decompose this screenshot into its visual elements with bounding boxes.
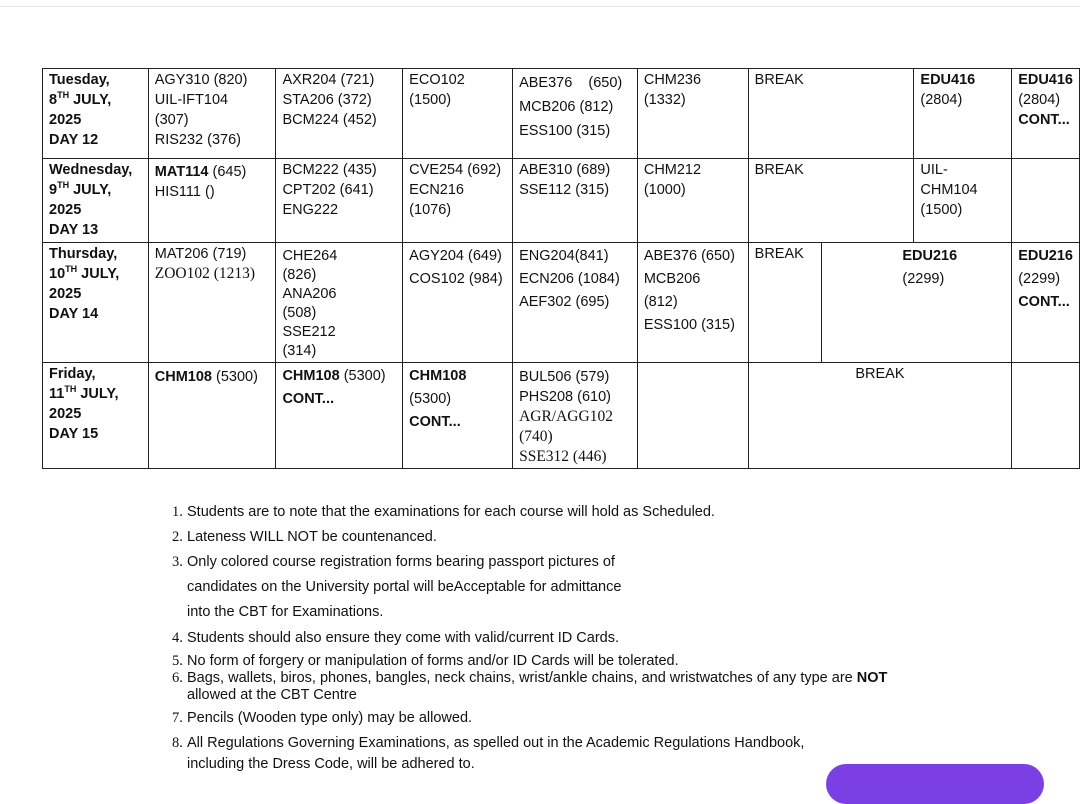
course-cell: MAT206 (719) ZOO102 (1213) [148, 243, 276, 363]
course-cell: UIL- CHM104 (1500) [914, 159, 1012, 243]
day-number: DAY 13 [49, 222, 99, 238]
date-line: 9TH JULY, [49, 180, 112, 198]
bold-course-line: CHM108 (5300) [282, 368, 386, 384]
day-cell [43, 243, 149, 363]
day-name: Friday, [49, 366, 96, 382]
course-cell: ENG204(841) ECN206 (1084) AEF302 (695) [513, 243, 638, 363]
table-row [43, 243, 1080, 363]
course-cell: CHM212 (1000) [637, 159, 748, 243]
break-cell: BREAK [748, 363, 1012, 469]
bold-course-line: MAT114 (645) [154, 164, 247, 180]
year: 2025 [49, 406, 82, 422]
day-number: DAY 12 [49, 132, 99, 148]
year: 2025 [49, 202, 82, 218]
course-cell: AGY310 (820) UIL-IFT104 (307) RIS232 (376) [148, 69, 276, 159]
floating-action-button[interactable] [826, 764, 1044, 804]
note-item: 1. Students are to note that the examinations for each course will hold as Scheduled. [172, 504, 715, 520]
course-cell: CHE264 (826) ANA206 (508) SSE212 (314) [276, 243, 403, 363]
top-divider [0, 6, 1080, 7]
note-item: 6. Bags, wallets, biros, phones, bangles, neck chains, wrist/ankle chains, and wristwatches of any type are NOT [172, 670, 888, 686]
empty-cell [1012, 363, 1080, 469]
day-name: Thursday, [49, 246, 118, 262]
empty-cell [1012, 159, 1080, 243]
year: 2025 [49, 286, 82, 302]
exam-timetable [42, 68, 1080, 469]
course-cell: CHM236 (1332) [637, 69, 748, 159]
course-cell: CHM108 (5300) CONT... [403, 363, 513, 469]
course-cell [148, 363, 276, 469]
table-row [43, 363, 1080, 469]
course-cell: AGY204 (649) COS102 (984) [403, 243, 513, 363]
day-cell [43, 159, 149, 243]
course-cell: EDU416 (2804) [914, 69, 1012, 159]
break-cell: BREAK [748, 243, 822, 363]
course-cell: ABE310 (689) SSE112 (315) [513, 159, 638, 243]
course-cell: EDU216 (2299) CONT... [1012, 243, 1080, 363]
note-item: 3. Only colored course registration forms bearing passport pictures of [172, 554, 615, 570]
empty-cell [637, 363, 748, 469]
course-cell: AXR204 (721) STA206 (372) BCM224 (452) [276, 69, 403, 159]
course-cell: CVE254 (692) ECN216 (1076) [403, 159, 513, 243]
day-number: DAY 15 [49, 426, 99, 442]
note-item: 5. No form of forgery or manipulation of forms and/or ID Cards will be tolerated. [172, 653, 679, 669]
note-continuation: into the CBT for Examinations. [187, 604, 384, 620]
table-row [43, 159, 1080, 243]
note-continuation: candidates on the University portal will beAcceptable for admittance [187, 579, 622, 595]
break-cell: BREAK [748, 159, 914, 243]
day-name: Wednesday, [49, 162, 133, 178]
course-cell: EDU216 (2299) [822, 243, 1012, 363]
table-row [43, 69, 1080, 159]
note-item: 2. Lateness WILL NOT be countenanced. [172, 529, 437, 545]
course-cell: CHM108 (5300) CONT... [276, 363, 403, 469]
course-cell: BUL506 (579) PHS208 (610) AGR/AGG102 (740) SSE312 (446) [513, 363, 638, 469]
day-number: DAY 14 [49, 306, 99, 322]
course-cell: MAT114 (645) HIS111 () [148, 159, 276, 243]
day-cell [43, 363, 149, 469]
note-continuation: including the Dress Code, will be adhered to. [187, 756, 475, 772]
day-name: Tuesday, [49, 72, 110, 88]
note-item: 7. Pencils (Wooden type only) may be allowed. [172, 710, 473, 726]
note-continuation: allowed at the CBT Centre [187, 687, 357, 703]
course-cell: EDU416 (2804) CONT... [1012, 69, 1080, 159]
day-cell [43, 69, 149, 159]
course-cell: ABE376 (650) MCB206 (812) ESS100 (315) [513, 69, 638, 159]
date-line: 8TH JULY, [49, 90, 112, 108]
year: 2025 [49, 112, 82, 128]
course-cell: ABE376 (650) MCB206 (812) ESS100 (315) [637, 243, 748, 363]
break-cell: BREAK [748, 69, 914, 159]
course-cell: BCM222 (435) CPT202 (641) ENG222 [276, 159, 403, 243]
course-cell: ECO102 (1500) [403, 69, 513, 159]
date-line: 10TH JULY, [49, 264, 120, 282]
date-line: 11TH JULY, [49, 384, 119, 402]
bold-course-line: CHM108 (5300) [154, 369, 258, 385]
note-item: 8. All Regulations Governing Examinations, as spelled out in the Academic Regulations Handbook, [172, 735, 805, 751]
note-item: 4. Students should also ensure they come with valid/current ID Cards. [172, 630, 619, 646]
